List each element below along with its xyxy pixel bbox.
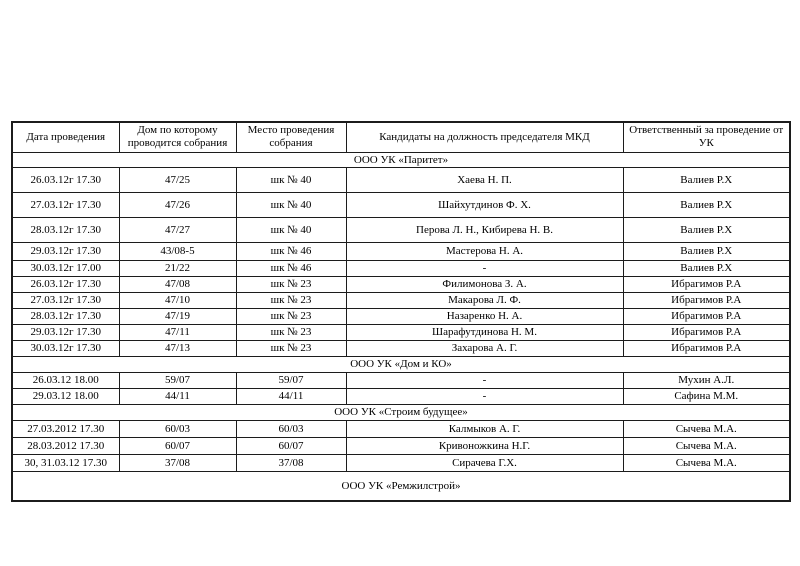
table-cell: 29.03.12г 17.30 (12, 243, 119, 261)
table-cell: шк № 23 (236, 293, 346, 309)
table-cell: 44/11 (119, 389, 236, 405)
table-cell: Валиев Р.Х (623, 168, 790, 193)
table-cell: 29.03.12 18.00 (12, 389, 119, 405)
table-row (12, 261, 790, 277)
table-row (12, 243, 790, 261)
table-cell: шк № 23 (236, 309, 346, 325)
section-title: ООО УК «Строим будущее» (12, 405, 790, 421)
table-cell: 26.03.12г 17.30 (12, 277, 119, 293)
table-row (12, 341, 790, 357)
table-cell: Валиев Р.Х (623, 193, 790, 218)
table-cell: 60/07 (236, 438, 346, 455)
table-cell: 27.03.2012 17.30 (12, 421, 119, 438)
section-row (12, 472, 790, 501)
table-cell: 47/11 (119, 325, 236, 341)
table-cell: 37/08 (236, 455, 346, 472)
table-row (12, 293, 790, 309)
table-cell: Ибрагимов Р.А (623, 341, 790, 357)
table-cell: шк № 23 (236, 325, 346, 341)
table-cell: шк № 40 (236, 168, 346, 193)
table-cell: 29.03.12г 17.30 (12, 325, 119, 341)
table-cell: 30.03.12г 17.00 (12, 261, 119, 277)
table-cell: 27.03.12г 17.30 (12, 193, 119, 218)
table-cell: Сычева М.А. (623, 455, 790, 472)
table-cell: 47/27 (119, 218, 236, 243)
section-row (12, 152, 790, 168)
table-cell: Ибрагимов Р.А (623, 277, 790, 293)
table-cell: Мухин А.Л. (623, 373, 790, 389)
table-cell: 30.03.12г 17.30 (12, 341, 119, 357)
table-cell: Мастерова Н. А. (346, 243, 623, 261)
table-cell: Ибрагимов Р.А (623, 325, 790, 341)
table-cell: 60/07 (119, 438, 236, 455)
table-cell: 47/19 (119, 309, 236, 325)
table-cell: 26.03.12 18.00 (12, 373, 119, 389)
table-cell: Ибрагимов Р.А (623, 309, 790, 325)
section-row (12, 357, 790, 373)
table-row (12, 325, 790, 341)
header-row (12, 122, 790, 152)
table-cell: 26.03.12г 17.30 (12, 168, 119, 193)
table-row (12, 389, 790, 405)
section-title: ООО УК «Ремжилстрой» (12, 472, 790, 501)
table-cell: Шарафутдинова Н. М. (346, 325, 623, 341)
table-row (12, 373, 790, 389)
table-cell: шк № 46 (236, 261, 346, 277)
table-cell: 43/08-5 (119, 243, 236, 261)
header-col-candidates: Кандидаты на должность председателя МКД (346, 122, 623, 152)
table-cell: 28.03.12г 17.30 (12, 218, 119, 243)
table-cell: Сычева М.А. (623, 438, 790, 455)
table-row (12, 277, 790, 293)
table-cell: Сафина М.М. (623, 389, 790, 405)
table-cell: 44/11 (236, 389, 346, 405)
table-cell: Валиев Р.Х (623, 218, 790, 243)
header-col-house: Дом по которому проводится собрания (119, 122, 236, 152)
table-cell: Макарова Л. Ф. (346, 293, 623, 309)
table-cell: Перова Л. Н., Кибирева Н. В. (346, 218, 623, 243)
table-cell: шк № 46 (236, 243, 346, 261)
header-col-date: Дата проведения (12, 122, 119, 152)
header-col-responsible: Ответственный за проведение от УК (623, 122, 790, 152)
table-cell: 28.03.12г 17.30 (12, 309, 119, 325)
table-cell: Сирачева Г.Х. (346, 455, 623, 472)
table-cell: Валиев Р.Х (623, 261, 790, 277)
table-row (12, 193, 790, 218)
section-title: ООО УК «Паритет» (12, 152, 790, 168)
table-cell: 59/07 (236, 373, 346, 389)
table-row (12, 455, 790, 472)
table-cell: Филимонова З. А. (346, 277, 623, 293)
table-cell: Сычева М.А. (623, 421, 790, 438)
table-cell: шк № 40 (236, 218, 346, 243)
table-cell: Хаева Н. П. (346, 168, 623, 193)
table-row (12, 218, 790, 243)
table-cell: Калмыков А. Г. (346, 421, 623, 438)
table-cell: - (346, 373, 623, 389)
table-cell: Захарова А. Г. (346, 341, 623, 357)
table-cell: Назаренко Н. А. (346, 309, 623, 325)
table-body (12, 152, 790, 501)
table-cell: шк № 40 (236, 193, 346, 218)
table-cell: 47/26 (119, 193, 236, 218)
table-cell: 47/13 (119, 341, 236, 357)
table-row (12, 168, 790, 193)
table-cell: 60/03 (236, 421, 346, 438)
table-cell: Ибрагимов Р.А (623, 293, 790, 309)
table-cell: шк № 23 (236, 277, 346, 293)
table-cell: 30, 31.03.12 17.30 (12, 455, 119, 472)
table-cell: 60/03 (119, 421, 236, 438)
table-cell: - (346, 261, 623, 277)
header-col-place: Место проведения собрания (236, 122, 346, 152)
table-cell: Шайхутдинов Ф. Х. (346, 193, 623, 218)
table-cell: - (346, 389, 623, 405)
section-title: ООО УК «Дом и КО» (12, 357, 790, 373)
table-cell: 21/22 (119, 261, 236, 277)
table-cell: 27.03.12г 17.30 (12, 293, 119, 309)
table-row (12, 421, 790, 438)
table-cell: 37/08 (119, 455, 236, 472)
table-cell: шк № 23 (236, 341, 346, 357)
table-cell: 47/10 (119, 293, 236, 309)
table-cell: 28.03.2012 17.30 (12, 438, 119, 455)
table-row (12, 438, 790, 455)
meetings-schedule-table (11, 121, 791, 502)
table-cell: 47/08 (119, 277, 236, 293)
table-cell: 47/25 (119, 168, 236, 193)
table-cell: 59/07 (119, 373, 236, 389)
section-row (12, 405, 790, 421)
table-row (12, 309, 790, 325)
table-cell: Кривоножкина Н.Г. (346, 438, 623, 455)
table-cell: Валиев Р.Х (623, 243, 790, 261)
